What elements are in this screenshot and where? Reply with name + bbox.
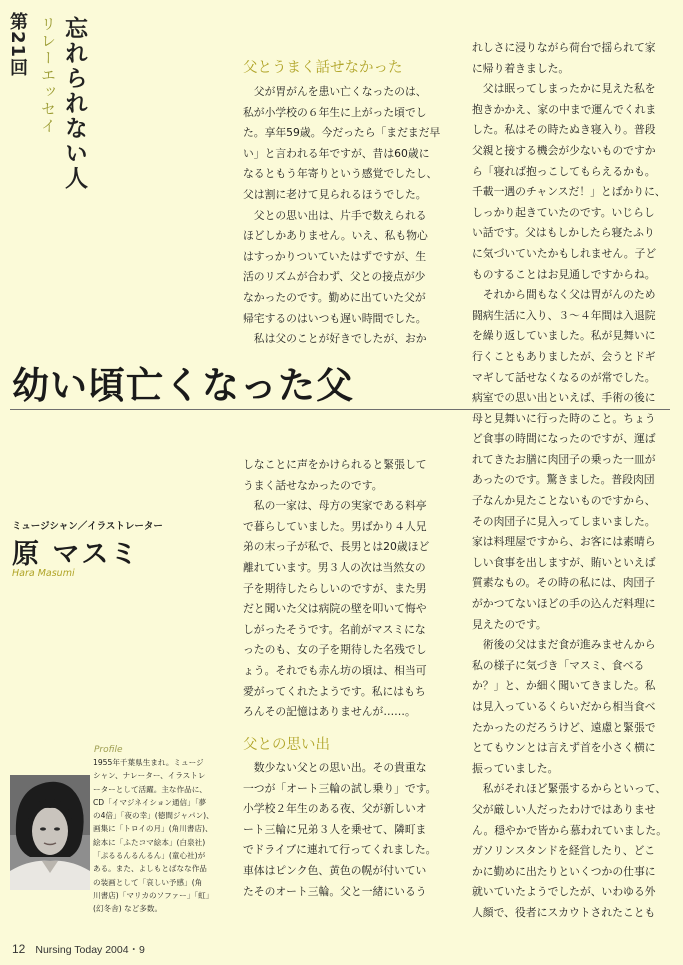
- article-column-3: [472, 38, 667, 924]
- profile-line: 1955年千葉県生まれ。ミュージ: [93, 758, 204, 767]
- page-number: 12: [12, 942, 26, 956]
- text-line: 数少ない父との思い出。その貴重な: [243, 761, 427, 774]
- series-name: リレーエッセイ: [39, 16, 57, 135]
- text-line: 私が小学校の６年生に上がった頃でし: [243, 105, 427, 119]
- text-line: ろんその記憶はありませんが……。: [243, 705, 416, 719]
- profile-line: ある。また、よしもとばなな作品: [93, 864, 207, 874]
- text-line: 家は料理屋ですから、お客には素晴ら: [472, 535, 656, 549]
- text-line: なかったのです。勤めに出ていた父が: [243, 290, 426, 304]
- profile-line: 絵本に「ふたコマ絵本」(白泉社): [93, 837, 206, 847]
- text-line: 父との思い出は、片手で数えられる: [243, 208, 427, 222]
- text-line: ガソリンスタンドを経営したり、どこ: [472, 844, 656, 858]
- text-line: 見えたのです。: [472, 617, 547, 631]
- text-line: 闘病生活に入り、３～４年間は入退院: [472, 308, 656, 322]
- text-line: とてもウンとは言えず首を小さく横に: [472, 741, 656, 755]
- text-line: 父が胃がんを患い亡くなったのは、: [243, 85, 427, 98]
- text-line: でドライブに連れて行ってくれました。: [243, 843, 437, 857]
- text-line: ん。穏やかで皆から慕われていました。: [472, 823, 667, 837]
- text-line: 愛がってくれたようです。私にはもち: [243, 684, 426, 698]
- text-line: 質素なもの。その時の私には、肉団子: [472, 576, 656, 590]
- text-line: い話です。父はもしかしたら寝たふり: [472, 226, 655, 240]
- text-line: 活のリズムが合わず、父との接点が少: [243, 270, 426, 284]
- profile-text: [93, 756, 214, 916]
- text-line: 私の一家は、母方の実家である料亭: [243, 499, 427, 513]
- text-line: で暮らしていました。男ばかり４人兄: [243, 519, 427, 533]
- text-line: れてきたお膳に肉団子の乗った一皿が: [472, 452, 656, 466]
- text-line: がかつてないほどの手の込んだ料理に: [472, 597, 656, 611]
- profile-line: シャン、ナレーター、イラストレ: [93, 771, 206, 781]
- article-column-2-bottom: [243, 758, 436, 902]
- text-line: した。私はその時たぬき寝入り。普段: [472, 123, 656, 137]
- text-line: 子なんか見たことないものですから、: [472, 494, 656, 508]
- text-line: 父は割に老けて見られるほうでした。: [243, 187, 427, 201]
- text-line: あったのです。驚きました。普段肉団: [472, 473, 655, 487]
- text-line: た。享年59歳。今だったら「まだまだ早: [243, 126, 441, 140]
- text-line: ら「寝れば抱っこしてもらえるかも。: [472, 164, 656, 178]
- text-line: しがったそうです。名前がマスミにな: [243, 622, 426, 636]
- text-line: 一つが「オート三輪の試し乗り」です。: [243, 781, 437, 795]
- text-line: たそのオート三輪。父と一緒にいるう: [243, 884, 427, 898]
- text-line: か？」と、か細く聞いてきました。私: [472, 679, 656, 693]
- text-line: 帰宅するのはいつも遅い時間でした。: [243, 311, 427, 325]
- author-role: ミュージシャン／イラストレーター: [12, 521, 163, 532]
- series-number: 第21回: [7, 12, 28, 78]
- text-line: 私は父のことが好きでしたが、おか: [243, 332, 427, 346]
- text-line: 行くこともありましたが、会うとドギ: [472, 349, 656, 363]
- text-line: その肉団子に見入ってしまいました。: [472, 514, 656, 528]
- text-line: しっかり起きていたのです。いじらし: [472, 205, 655, 219]
- text-line: 病室での思い出といえば、手術の後に: [472, 391, 656, 405]
- text-line: 父は眠ってしまったかに見えた私を: [472, 82, 656, 96]
- text-line: それから間もなく父は胃がんのため: [472, 288, 656, 302]
- text-line: 千載一遇のチャンスだ！」とばかりに、: [472, 185, 666, 199]
- text-line: はすっかりついていたはずですが、生: [243, 249, 427, 263]
- text-line: なるともう年寄りという感覚でしたし、: [243, 167, 438, 181]
- text-line: うまく話せなかったのです。: [243, 478, 383, 492]
- text-line: しい食事を出しますが、賄いといえば: [472, 555, 656, 569]
- text-line: ート三輪に兄弟３人を乗せて、隣町ま: [243, 822, 427, 836]
- text-line: ほどしかありません。いえ、私も物心: [243, 229, 428, 243]
- text-line: 小学校２年生のある夜、父が新しいオ: [243, 802, 427, 816]
- profile-line: 川書店)「マリカのソファー」「虹」: [93, 890, 214, 900]
- author-photo: [10, 775, 90, 890]
- text-line: 私がそれほど緊張するからといって、: [472, 782, 667, 796]
- section1-heading: 父とうまく話せなかった: [243, 60, 403, 76]
- text-line: 子を期待したらしいのですが、また男: [243, 581, 427, 595]
- text-line: ったのも、女の子を期待した名残でし: [243, 643, 427, 657]
- text-line: 振っていました。: [472, 761, 559, 775]
- text-line: 抱きかかえ、家の中まで運んでくれま: [472, 102, 657, 116]
- text-line: 父親と接する機会が少ないものですか: [472, 143, 656, 157]
- text-line: しなことに声をかけられると緊張して: [243, 458, 427, 471]
- text-line: 人顔で、役者にスカウトされたことも: [472, 905, 656, 919]
- text-line: 就いていたようでしたが、いわゆる外: [472, 885, 656, 899]
- publication-name: Nursing Today 2004・9: [35, 944, 145, 956]
- article-title: 幼い頃亡くなった父: [12, 363, 354, 407]
- series-title: 忘れられない人: [61, 16, 87, 191]
- text-line: 車体はピンク色、黄色の幌が付いてい: [243, 863, 427, 877]
- page-footer: [12, 942, 145, 957]
- text-line: 父が厳しい人だったわけではありませ: [472, 802, 656, 816]
- article-column-1: [243, 82, 440, 350]
- text-line: 母と見舞いに行った時のこと。ちょう: [472, 411, 656, 425]
- author-name-roman: Hara Masumi: [12, 568, 75, 579]
- text-line: だと聞いた父は病院の壁を叩いて悔や: [243, 602, 427, 616]
- profile-line: の装画として「哀しい予感」(角: [93, 877, 203, 887]
- text-line: 私の様子に気づき「マスミ、食べる: [472, 658, 645, 672]
- profile-line: 「ぷるるんるんるん」(童心社)が: [93, 851, 206, 861]
- section2-heading: 父との思い出: [243, 737, 330, 753]
- article-column-2-top: [243, 455, 429, 723]
- profile-line: 画集に「トロイの月」(角川書店)、: [93, 824, 213, 834]
- profile-line: CD「イマジネイション通信」「夢: [93, 797, 207, 807]
- text-line: を繰り返していました。私が見舞いに: [472, 329, 656, 343]
- profile-line: ーターとして活躍。主な作品に、: [93, 784, 207, 794]
- text-line: れしさに浸りながら荷台で揺られて家: [472, 41, 656, 54]
- text-line: に帰り着きました。: [472, 61, 570, 75]
- text-line: ものすることはお見通しですからね。: [472, 267, 656, 281]
- text-line: 術後の父はまだ食が進みませんから: [472, 638, 656, 652]
- text-line: 弟の末っ子が私で、長男とは20歳ほど: [243, 540, 430, 554]
- profile-line: の4倍」「夜の幸」(徳間ジャパン)、: [93, 811, 214, 821]
- author-name: 原 マスミ: [12, 539, 140, 570]
- text-line: い」と言われる年ですが、昔は60歳に: [243, 146, 430, 160]
- text-line: に気づいていたかもしれません。子ど: [472, 246, 657, 260]
- text-line: かに勤めに出たりといくつかの仕事に: [472, 864, 656, 878]
- text-line: 離れています。男３人の次は当然女の: [243, 560, 426, 574]
- profile-label: Profile: [94, 745, 123, 755]
- text-line: マギして話せなくなるのが常でした。: [472, 370, 656, 384]
- text-line: は見入っているくらいだから相当食べ: [472, 700, 656, 713]
- profile-line: (幻冬舎) など多数。: [93, 904, 163, 914]
- text-line: たかったのだろうけど、遠慮と緊張で: [472, 720, 656, 734]
- text-line: ど食事の時間になったのですが、運ば: [472, 432, 656, 446]
- text-line: ょう。それでも赤ん坊の頃は、相当可: [243, 663, 427, 677]
